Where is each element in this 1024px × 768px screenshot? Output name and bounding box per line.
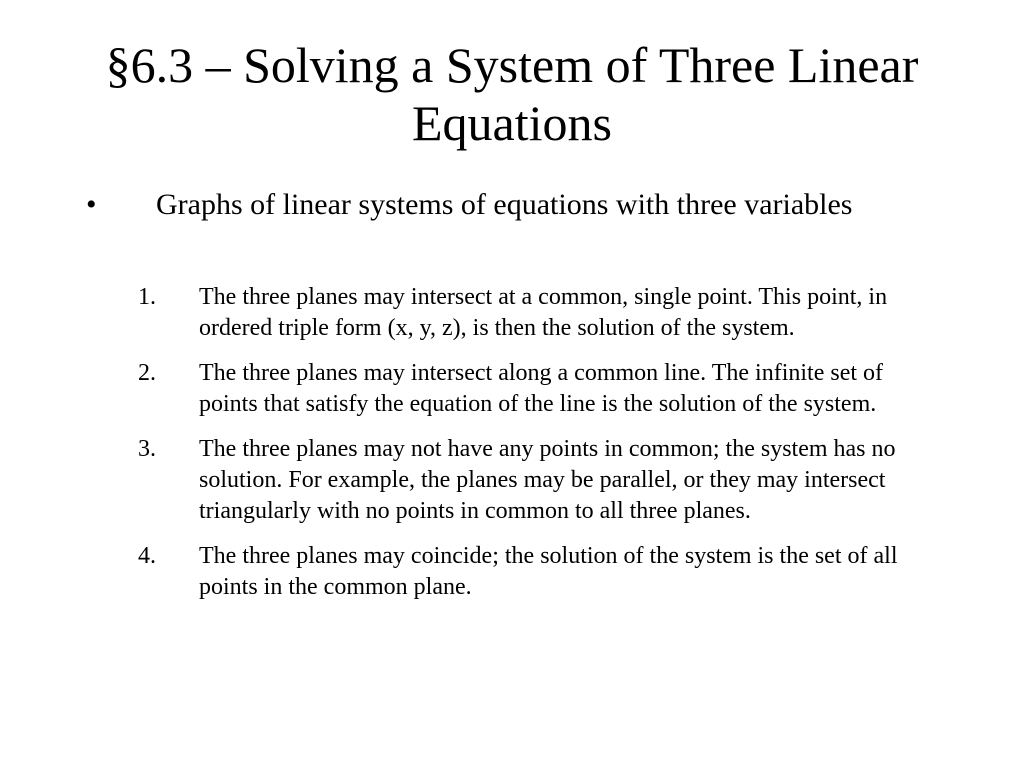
- list-text: The three planes may intersect along a common line. The infinite set of points that satisfy the equation of the line is the solution of the system.: [199, 360, 883, 417]
- list-number: 1.: [138, 284, 156, 310]
- list-item-1: [138, 282, 938, 344]
- list-number: 2.: [138, 360, 156, 386]
- bullet-text: Graphs of linear systems of equations with three variables: [156, 188, 853, 221]
- list-item-2: [138, 358, 938, 420]
- list-item-4: [138, 541, 938, 603]
- slide-title: §6.3 – Solving a System of Three Linear Equations: [105, 37, 919, 151]
- list-text: The three planes may intersect at a common, single point. This point, in ordered triple form (x, y, z), is then the solution of the system.: [199, 284, 888, 341]
- list-text: The three planes may not have any points in common; the system has no solution. For example, the planes may be parallel, or they may intersect triangularly with no points in common to all three planes.: [199, 436, 896, 524]
- list-text: The three planes may coincide; the solution of the system is the set of all points in the common plane.: [199, 543, 898, 600]
- numbered-list: [138, 282, 938, 617]
- list-item-3: [138, 434, 938, 527]
- list-number: 4.: [138, 543, 156, 569]
- bullet-marker: •: [86, 188, 97, 221]
- list-number: 3.: [138, 436, 156, 462]
